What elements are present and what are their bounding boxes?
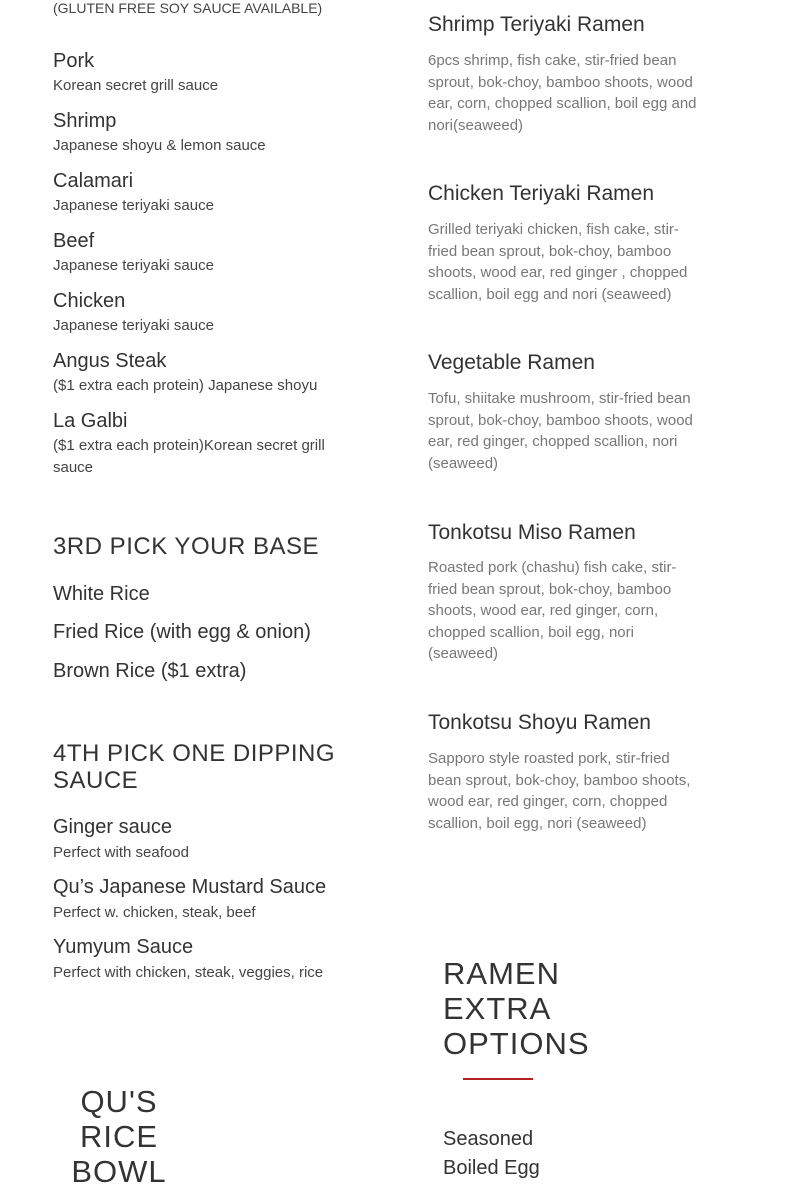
protein-desc-calamari: Japanese teriyaki sauce: [53, 197, 214, 214]
protein-name-beef: Beef: [53, 230, 95, 252]
protein-desc-chicken: Japanese teriyaki sauce: [53, 317, 214, 334]
sauce-name-ginger: Ginger sauce: [53, 816, 172, 838]
extra-item-seasoned-boiled-egg: Seasoned Boiled Egg: [443, 1128, 540, 1179]
protein-name-chicken: Chicken: [53, 290, 126, 312]
ramen-name-tonkotsu-shoyu: Tonkotsu Shoyu Ramen: [428, 711, 651, 734]
ramen-desc-shrimp-teriyaki: 6pcs shrimp, fish cake, stir-fried bean sprout, bok-choy, bamboo shoots, wood ear, corn, chopped scallion, boil egg and nori(seaweed): [428, 52, 697, 134]
protein-desc-la-galbi: ($1 extra each protein)Korean secret grill sauce: [53, 437, 325, 476]
ramen-desc-tonkotsu-miso: Roasted pork (chashu) fish cake, stir-fried bean sprout, bok-choy, bamboo shoots, wood ear, red ginger, corn, chopped scallion, boil egg, nori (seaweed): [428, 559, 677, 662]
ramen-name-chicken-teriyaki: Chicken Teriyaki Ramen: [428, 182, 655, 205]
ramen-name-tonkotsu-miso: Tonkotsu Miso Ramen: [428, 521, 636, 544]
heading-divider: [463, 1078, 533, 1080]
base-item-fried-rice: Fried Rice (with egg & onion): [53, 621, 311, 643]
sauce-desc-yumyum: Perfect with chicken, steak, veggies, rice: [53, 964, 324, 981]
protein-name-la-galbi: La Galbi: [53, 410, 128, 432]
protein-name-calamari: Calamari: [53, 170, 134, 192]
protein-desc-angus-steak: ($1 extra each protein) Japanese shoyu: [53, 377, 318, 394]
sauce-desc-ginger: Perfect with seafood: [53, 844, 189, 861]
protein-desc-pork: Korean secret grill sauce: [53, 77, 219, 94]
sauce-section-heading: 4TH PICK ONE DIPPING SAUCE: [53, 740, 336, 794]
ramen-desc-vegetable: Tofu, shiitake mushroom, stir-fried bean sprout, bok-choy, bamboo shoots, wood ear, red ginger, chopped scallion, nori (seaweed): [428, 390, 693, 472]
sauce-name-yumyum: Yumyum Sauce: [53, 936, 194, 958]
gluten-free-note: (GLUTEN FREE SOY SAUCE AVAILABLE): [53, 0, 323, 16]
protein-name-pork: Pork: [53, 50, 95, 72]
protein-name-angus-steak: Angus Steak: [53, 350, 167, 372]
base-item-brown-rice: Brown Rice ($1 extra): [53, 660, 247, 682]
protein-name-shrimp: Shrimp: [53, 110, 117, 132]
protein-desc-beef: Japanese teriyaki sauce: [53, 257, 214, 274]
ramen-extra-heading: RAMEN EXTRA OPTIONS: [443, 956, 590, 1061]
base-section-heading: 3RD PICK YOUR BASE: [53, 533, 319, 560]
sauce-name-mustard: Qu’s Japanese Mustard Sauce: [53, 876, 327, 898]
sauce-desc-mustard: Perfect w. chicken, steak, beef: [53, 904, 256, 921]
ramen-desc-tonkotsu-shoyu: Sapporo style roasted pork, stir-fried bean sprout, bok-choy, bamboo shoots, wood ear, red ginger, corn, chopped scallion, boil egg, nori (seaweed): [428, 750, 691, 832]
ramen-name-vegetable: Vegetable Ramen: [428, 351, 595, 374]
rice-bowl-heading: QU'S RICE BOWL: [71, 1084, 167, 1189]
ramen-name-shrimp-teriyaki: Shrimp Teriyaki Ramen: [428, 13, 645, 36]
protein-desc-shrimp: Japanese shoyu & lemon sauce: [53, 137, 266, 154]
ramen-desc-chicken-teriyaki: Grilled teriyaki chicken, fish cake, stir-fried bean sprout, bok-choy, bamboo shoots, wood ear, red ginger , chopped scallion, boil egg and nori (seaweed): [428, 221, 688, 303]
base-item-white-rice: White Rice: [53, 583, 150, 605]
